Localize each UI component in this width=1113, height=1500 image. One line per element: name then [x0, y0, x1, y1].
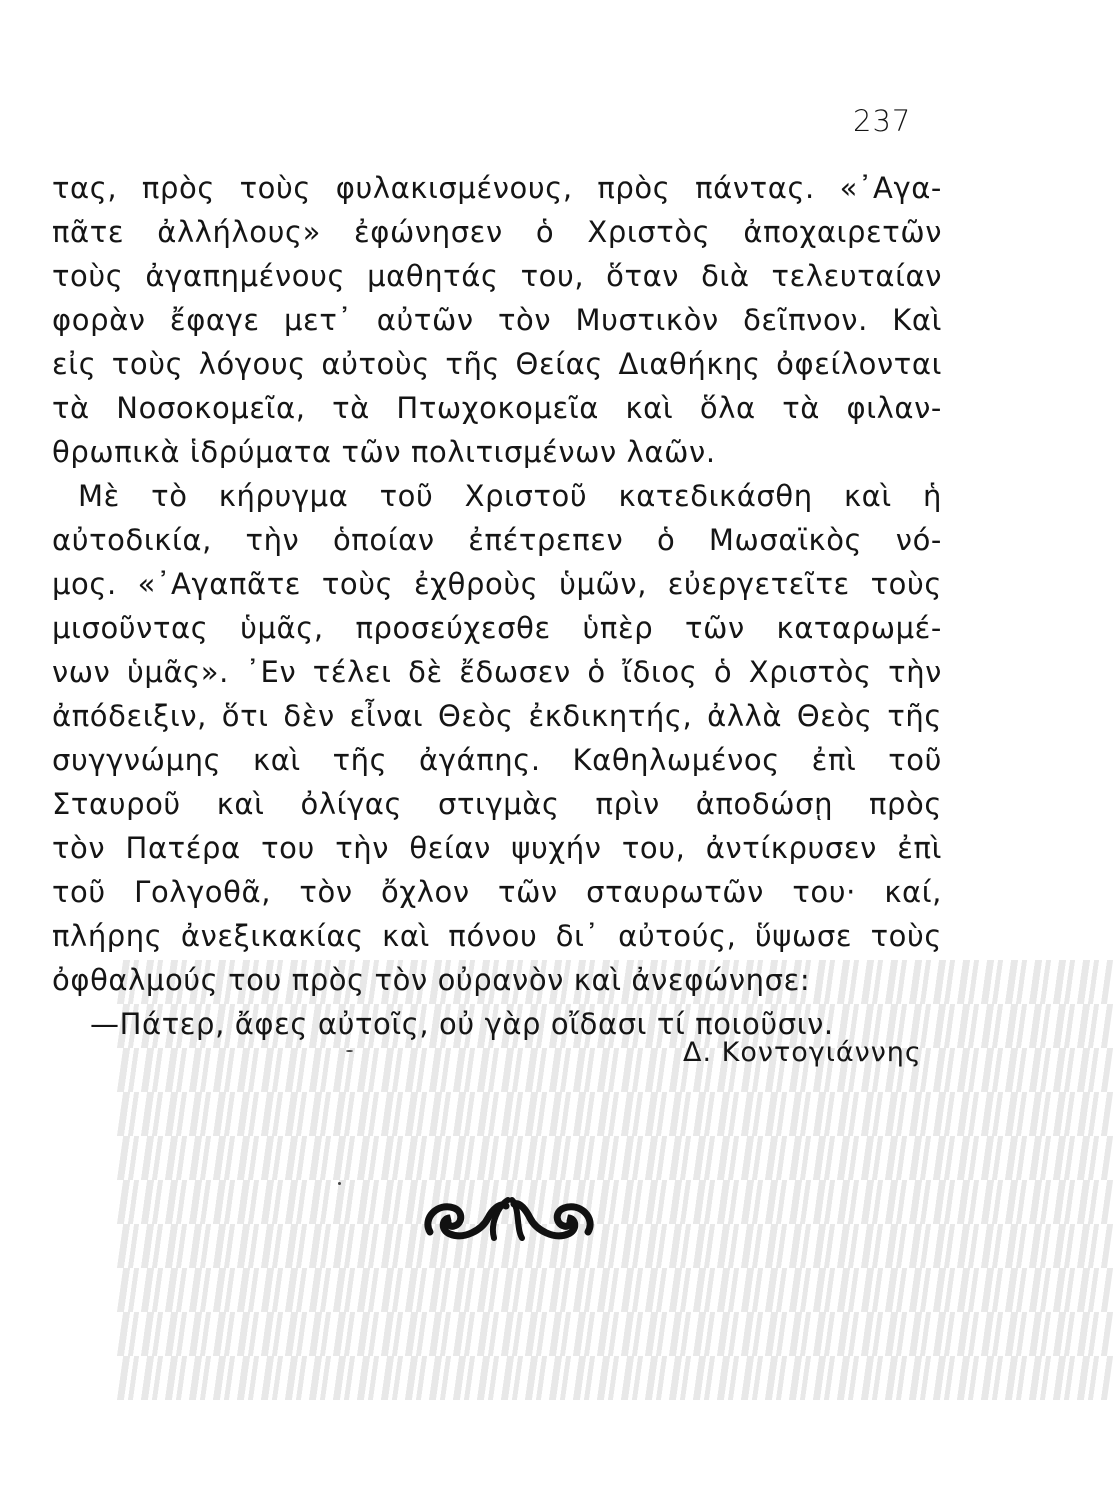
- quote-line: —Πάτερ, ἄφες αὐτοῖς, οὐ γὰρ οἴδασι τί ποιοῦσιν.: [90, 1007, 834, 1041]
- text-line: μισοῦντας ὑμᾶς, προσεύχεσθε ὑπὲρ τῶν καταρωμέ-: [52, 611, 942, 645]
- text-line: νων ὑμᾶς». ᾿Εν τέλει δὲ ἔδωσεν ὁ ἴδιος ὁ Χριστὸς τὴν: [52, 655, 942, 689]
- author-signature: Δ. Κοντογιάννης: [683, 1037, 922, 1068]
- text-line: Σταυροῦ καὶ ὀλίγας στιγμὰς πρὶν ἀποδώσῃ πρὸς: [52, 787, 942, 821]
- text-line: Μὲ τὸ κήρυγμα τοῦ Χριστοῦ κατεδικάσθη καὶ ἡ: [78, 479, 942, 513]
- text-line: τὸν Πατέρα του τὴν θείαν ψυχήν του, ἀντίκρυσεν ἐπὶ: [52, 831, 942, 865]
- text-line: τὰ Νοσοκομεῖα, τὰ Πτωχοκομεῖα καὶ ὅλα τὰ φιλαν-: [52, 391, 942, 425]
- paragraph-2: [52, 474, 942, 1002]
- text-line: ἀπόδειξιν, ὅτι δὲν εἶναι Θεὸς ἐκδικητής, ἀλλὰ Θεὸς τῆς: [52, 699, 942, 733]
- text-line: τοῦ Γολγοθᾶ, τὸν ὄχλον τῶν σταυρωτῶν του· καί,: [52, 875, 942, 909]
- decorative-scroll-ornament-icon: [424, 1188, 594, 1244]
- text-line: ὀφθαλμούς του πρὸς τὸν οὐρανὸν καὶ ἀνεφώνησε:: [52, 963, 811, 997]
- text-line: τοὺς ἀγαπημένους μαθητάς του, ὅταν διὰ τελευταίαν: [52, 259, 942, 293]
- text-line: τας, πρὸς τοὺς φυλακισμένους, πρὸς πάντας. «᾿Αγα-: [52, 171, 942, 205]
- paragraph-1: [52, 166, 942, 474]
- page-number: 237: [853, 104, 912, 138]
- text-line: πᾶτε ἀλλήλους» ἐφώνησεν ὁ Χριστὸς ἀποχαιρετῶν: [52, 215, 942, 249]
- text-line: πλήρης ἀνεξικακίας καὶ πόνου δι᾿ αὐτούς, ὕψωσε τοὺς: [52, 919, 942, 953]
- text-line: φορὰν ἔφαγε μετ᾿ αὐτῶν τὸν Μυστικὸν δεῖπνον. Καὶ: [52, 303, 942, 337]
- text-line: εἰς τοὺς λόγους αὐτοὺς τῆς Θείας Διαθήκης ὀφείλονται: [52, 347, 942, 381]
- print-speck: [338, 1182, 341, 1185]
- text-line: αὐτοδικία, τὴν ὁποίαν ἐπέτρεπεν ὁ Μωσαϊκὸς νό-: [52, 523, 942, 557]
- text-line: μος. «᾿Αγαπᾶτε τοὺς ἐχθροὺς ὑμῶν, εὐεργετεῖτε τοὺς: [52, 567, 942, 601]
- text-line: συγγνώμης καὶ τῆς ἀγάπης. Καθηλωμένος ἐπὶ τοῦ: [52, 743, 942, 777]
- body-text: [52, 166, 942, 1046]
- text-line: θρωπικὰ ἱδρύματα τῶν πολιτισμένων λαῶν.: [52, 435, 716, 469]
- print-speck: [346, 1050, 353, 1052]
